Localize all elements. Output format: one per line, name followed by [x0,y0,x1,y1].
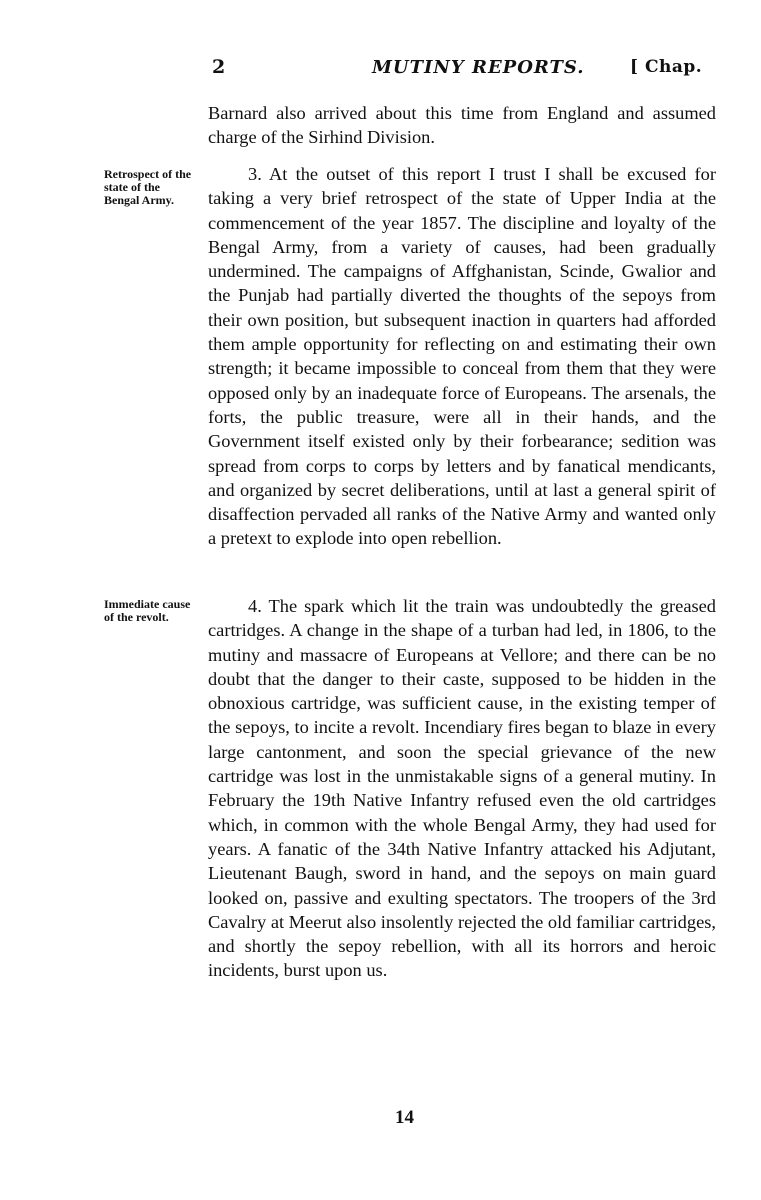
margin-note-retrospect: Retrospect of the state of the Bengal Army. [104,167,192,207]
paragraph-4: 4. The spark which lit the train was undoubtedly the greased cartridges. A change in the shape of a turban had led, in 1806, to the mutiny and massacre of Europeans at Vellore; and there can be no doubt that the danger to their caste, supposed to be hidden in the obnoxious cartridge, was sufficient cause, in the existing temper of the sepoys, to incite a revolt. Incendiary fires began to blaze in every large cantonment, and soon the special grievance of the new cartridge was lost in the unmistakable signs of a general mutiny. In February the 19th Native Infantry refused even the old cartridges which, in common with the whole Bengal Army, they had used for years. A fanatic of the 34th Native Infantry attacked his Adjutant, Lieutenant Baugh, sword in hand, and the sepoys on main guard looked on, passive and exulting spectators. The troopers of the 3rd Cavalry at Meerut also insolently rejected the old familiar cartridges, and shortly the sepoy rebellion, with all its horrors and heroic incidents, burst upon us. [208,596,716,981]
paragraph-4-block [208,594,716,983]
page-footer [0,1107,761,1129]
chapter-label: [ Chap. [630,57,703,77]
running-title: MUTINY REPORTS. [372,57,585,78]
page-number: 2 [212,56,226,78]
page-header [0,56,761,86]
paragraph-3-block [208,162,716,551]
continuation-paragraph: Barnard also arrived about this time from England and assumed charge of the Sirhind Division. [208,103,716,148]
folio-number: 14 [395,1107,414,1128]
paragraph-3: 3. At the outset of this report I trust I shall be excused for taking a very brief retrospect of the state of Upper India at the commencement of the year 1857. The discipline and loyalty of the Bengal Army, from a variety of causes, had been gradually undermined. The campaigns of Affghanistan, Scinde, Gwalior and the Punjab had partially diverted the thoughts of the sepoys from their own position, but subsequent inaction in quarters had afforded them ample opportunity for reflecting on and estimating their own strength; it became impossible to conceal from them that they were opposed only by an inadequate force of Europeans. The arsenals, the forts, the public treasure, were all in their hands, and the Government itself existed only by their forbearance; sedition was spread from corps to corps by letters and by fanatical mendicants, and organized by secret deliberations, until at last a general spirit of disaffection pervaded all ranks of the Native Army and wanted only a pretext to explode into open rebellion. [208,164,716,549]
continuation-paragraph-block [208,101,716,150]
margin-note-immediate-cause: Immediate cause of the revolt. [104,597,191,624]
